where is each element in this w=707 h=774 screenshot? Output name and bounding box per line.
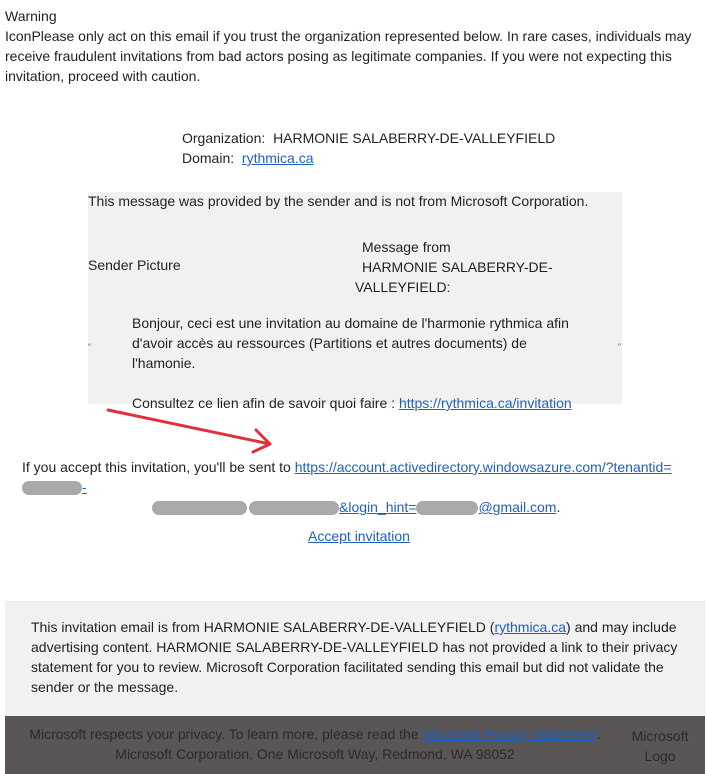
warning-text: Please only act on this email if you trust the organization represented below. In rare cases, individuals may receive fraudulent invitations from bad actors posing as legitimate companies. If you were not expecting this invitation, proceed with caution.: [5, 28, 692, 84]
privacy-prefix: Microsoft respects your privacy. To learn more, please read the: [29, 726, 419, 742]
privacy-statement-link[interactable]: Microsoft Privacy Statement: [422, 726, 597, 742]
accept-invitation-button[interactable]: Accept invitation: [308, 528, 410, 544]
disclaimer-text: This invitation email is from HARMONIE SALABERRY-DE-VALLEYFIELD (rythmica.ca) and may include advertising content. HARMONIE SALABERRY-DE-VALLEYFIELD has not provided a link to their privacy statement for you to review. Microsoft Corporation facilitated sending this email but did not validate the sender or the message.: [31, 619, 678, 695]
redacted-id-part: [152, 501, 247, 515]
message-line: Consultez ce lien afin de savoir quoi faire :: [132, 395, 396, 411]
disclaimer-domain-link[interactable]: rythmica.ca: [494, 619, 567, 635]
message-from-label: Message from: [362, 239, 451, 255]
redirect-prefix: If you accept this invitation, you'll be sent to: [22, 459, 291, 475]
sender-name-line1: HARMONIE SALABERRY-DE-: [362, 259, 553, 275]
warning-icon: Icon: [5, 28, 32, 44]
redacted-tenant-id: [22, 481, 82, 495]
warning-block: [5, 6, 695, 86]
organization-info: [182, 128, 555, 168]
organization-label: Organization:: [182, 130, 266, 146]
arrow-icon: [100, 400, 290, 460]
sender-picture: Sender Picture: [88, 257, 181, 273]
redirect-url-link[interactable]: https://account.activedirectory.windowsazure.com/?tenantid=- &login_hint= @gmail.com: [22, 459, 672, 515]
quote-mark-right: ”: [618, 342, 621, 352]
footer-text: Microsoft respects your privacy. To learn more, please read the Microsoft Privacy Statement. Microsoft Corporation, One Microsoft Way, Redmond, WA 98052: [5, 724, 625, 764]
microsoft-logo: Microsoft Logo: [631, 728, 689, 764]
footer-address: Microsoft Corporation, One Microsoft Way, Redmond, WA 98052: [115, 746, 515, 762]
disclaimer-box: [5, 601, 705, 716]
sender-note: This message was provided by the sender and is not from Microsoft Corporation.: [88, 193, 589, 209]
domain-link[interactable]: rythmica.ca: [241, 150, 314, 166]
redirect-notice: If you accept this invitation, you'll be sent to https://account.activedirectory.windowsazure.com/?tenantid=- &login_hint= @gmail.com.: [22, 459, 672, 515]
footer: [5, 716, 705, 774]
sender-name-line2: VALLEYFIELD:: [355, 279, 451, 295]
invitation-info-link[interactable]: https://rythmica.ca/invitation: [398, 395, 572, 411]
sender-message-box: [88, 192, 622, 411]
message-line: d'avoir accès au ressources (Partitions et autres documents) de l'hamonie.: [132, 335, 527, 371]
message-from: [355, 237, 575, 297]
sender-message: [132, 313, 572, 413]
quote-mark-left: “: [88, 342, 91, 352]
warning-title: Warning: [5, 8, 57, 24]
redacted-email: [416, 501, 478, 515]
organization-name: HARMONIE SALABERRY-DE-VALLEYFIELD: [273, 130, 556, 146]
domain-label: Domain:: [182, 150, 235, 166]
message-line: Bonjour, ceci est une invitation au domaine de l'harmonie rythmica afin: [132, 315, 569, 331]
redacted-id-part: [249, 501, 339, 515]
